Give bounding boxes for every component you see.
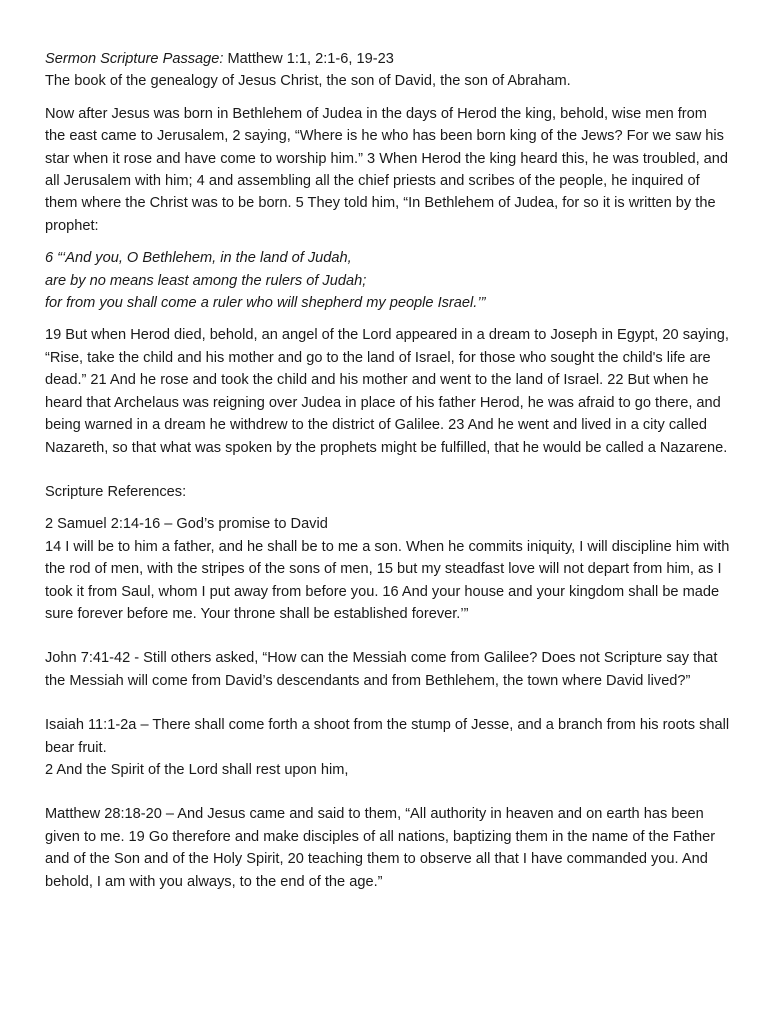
samuel-title: 2 Samuel 2:14-16 – God’s promise to David [45,516,328,533]
references-heading: Scripture References: [45,483,187,500]
reference-john [45,647,730,692]
isaiah-reference: Isaiah 11:1-2a [45,717,137,734]
john-text: - Still others asked, “How can the Messiah come from Galilee? Does not Scripture say that the Messiah will come from David’s descendants and from Bethlehem, the town where David lived?” [45,650,718,689]
passage-paragraph-2: 19 But when Herod died, behold, an angel of the Lord appeared in a dream to Joseph in Egypt, 20 saying, “Rise, take the child and his mother and go to the land of Israel, for those who sought the child's life are dead.” 21 And he rose and took the child and his mother and went to the land of Israel. 22 But when he heard that Archelaus was reigning over Judea in place of his father Herod, he was afraid to go there, and being warned in a dream he withdrew to the district of Galilee. 23 And he went and lived in a city called Nazareth, so that what was spoken by the prophets might be fulfilled, that he would be called a Nazarene. [45,327,729,456]
passage-label: Sermon Scripture Passage: [45,51,224,67]
isaiah-line-1 [45,714,730,759]
quote-line-1: 6 “‘And you, O Bethlehem, in the land of Judah, [45,250,352,267]
reference-samuel [45,513,730,625]
matthew-reference: Matthew 28:18-20 [45,806,162,823]
header-block [45,48,730,93]
reference-matthew [45,803,730,893]
matthew-text: – And Jesus came and said to them, “All authority in heaven and on earth has been given to me. 19 Go therefore and make disciples of all nations, baptizing them in the name of the Father and of the Son and of the Holy Spirit, 20 teaching them to observe all that I have commanded you. And behold, I am with you always, to the end of the age.” [45,806,716,890]
passage-paragraph-1: Now after Jesus was born in Bethlehem of Judea in the days of Herod the king, behold, wise men from the east came to Jerusalem, 2 saying, “Where is he who has been born king of the Jews? For we saw his star when it rose and have come to worship him.” 3 When Herod the king heard this, he was troubled, and all Jerusalem with him; 4 and assembling all the chief priests and scribes of the people, he inquired of them where the Christ was to be born. 5 They told him, “In Bethlehem of Judea, for so it is written by the prophet: [45,105,729,234]
john-reference: John 7:41-42 [45,650,131,667]
quote-line-3: for from you shall come a ruler who will shepherd my people Israel.’” [45,295,486,312]
samuel-text: 14 I will be to him a father, and he shall be to me a son. When he commits iniquity, I will discipline him with the rod of men, with the stripes of the sons of men, 15 but my steadfast love will not depart from him, as I took it from Saul, whom I put away from before you. 16 And your house and your kingdom shall be made sure forever before me. Your throne shall be established forever.’” [45,538,730,622]
isaiah-text: – There shall come forth a shoot from the stump of Jesse, and a branch from his roots shall bear fruit. [45,717,730,756]
prophecy-quote [45,247,730,314]
passage-title [45,48,730,70]
quote-line-2: are by no means least among the rulers of Judah; [45,272,367,289]
passage-reference: Matthew 1:1, 2:1-6, 19-23 [227,51,394,67]
reference-isaiah [45,714,730,781]
genealogy-line: The book of the genealogy of Jesus Christ, the son of David, the son of Abraham. [45,73,571,90]
isaiah-line-2: 2 And the Spirit of the Lord shall rest upon him, [45,761,349,778]
